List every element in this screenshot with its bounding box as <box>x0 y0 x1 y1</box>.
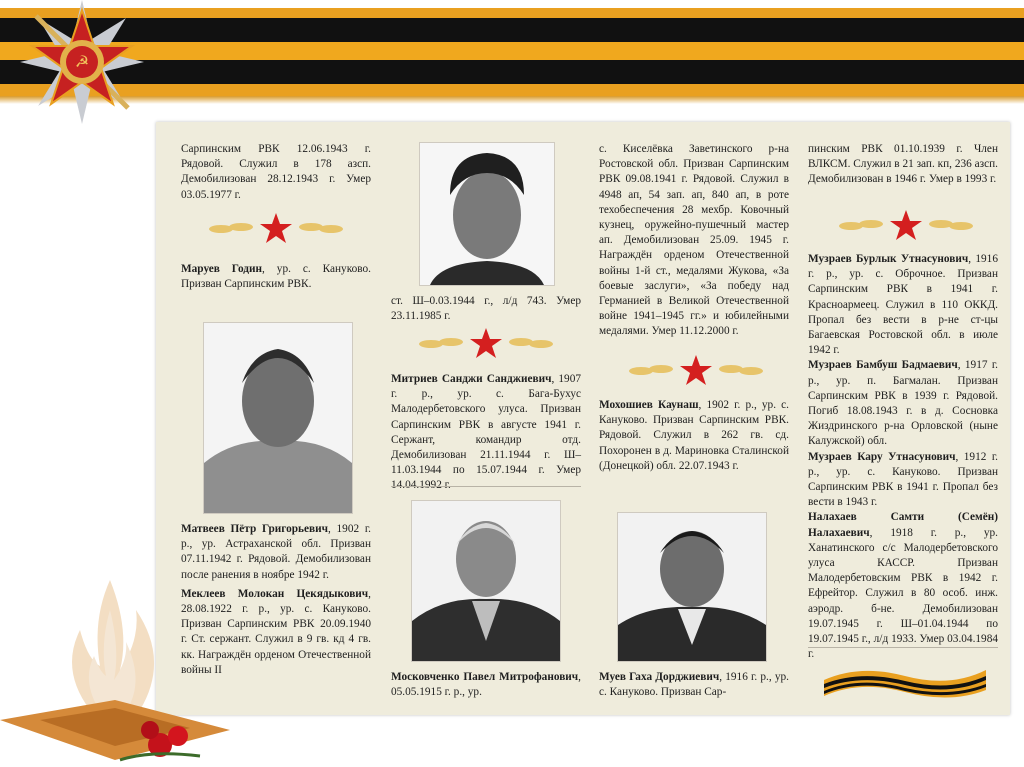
star-laurel-divider-icon <box>411 327 561 361</box>
entry-continuation: ст. Ш–0.03.1944 г., л/д 743. Умер 23.11.1985 г. <box>391 295 581 323</box>
person-name: Музраев Кару Утнасунович <box>808 450 956 463</box>
column-4 <box>808 142 998 188</box>
entry-continuation: Сарпинским РВК 12.06.1943 г. Рядовой. Служил в 178 азсп. Демобилизован 28.12.1943 г. Умер 03.05.1977 г. <box>181 143 371 201</box>
column-3b <box>599 398 789 474</box>
person-name: Налахаев Самти (Семён) Налахаевич <box>808 511 998 539</box>
portrait-photo-muev <box>617 512 767 662</box>
entry-text: , 1916 г. р., ур. с. Оброчное. Призван Сарпинским РВК в 1941 г. Красноармеец. Служил в 110 ОККД. Пропал без вести в р-не ст-цы Багаевская Ростовской обл. в июле 1942 г. <box>808 253 998 357</box>
person-name: Муев Гаха Дорджиевич <box>599 671 720 683</box>
person-name: Мохошиев Каунаш <box>599 399 699 411</box>
portrait-photo-moskovchenko <box>411 500 561 662</box>
person-name: Митриев Санджи Санджиевич <box>391 373 552 385</box>
entry-text: , 1916 г. р., ур. с. Кануково. Призван Сар- <box>599 671 789 699</box>
entry-moskovchenko <box>391 670 581 700</box>
entry-text: , 1907 г. р., ур. с. Бага-Бухус Малодербетовского улуса. Призван Сарпинским РВК в августе 1941 г. Сержант, командир отд. Демобилизован 21.11.1944 г. Ш–11.03.1944 по 15.07.1944 г. Умер <box>391 373 581 477</box>
person-name: Матвеев Пётр Григорьевич <box>181 523 328 535</box>
ribbon-stripe <box>0 18 1024 42</box>
memorial-book-page <box>156 122 1010 715</box>
entry-nalakhaev <box>808 510 998 662</box>
entry-text: , 1918 г. р., ур. Ханатинского с/с Малодербетовского улуса КАССР. Призван Малодербетовским РВК в 1942 г. Ефрейтор. Служил в 80 особ. инж. аэродр. б-не. Демобилизован 19.07.1945 г. Ш–01.04.1944 по 19.07.1945 г., л/д 1933. Умер 03.04.1984 г. <box>808 526 998 661</box>
person-name: Меклеев Молокан Цекядыкович <box>181 587 369 600</box>
column-1b <box>181 262 371 292</box>
entry-continuation: с. Киселёвка Заветинского р-на Ростовской обл. Призван Сарпинским РВК 09.08.1941 г. Рядовой. Служил в 4948 ап, 54 зап. ап, 840 ап, в роте техобеспечения 28 мехбр. Ковочный кузнец, оружейно-пушечный мастер ап. Демобилизован 25.09. 1945 г. Награждён орденом Отечественной войны 1-й ст., медалями Жукова, «За боевые заслуги», «За победу над Германией в Великой Отечественной войне 1941–1945 гг.» и юбилейными медалями. Умер 11.12.2000 г. <box>599 143 789 338</box>
st-george-ribbon-banner <box>0 8 1024 104</box>
portrait-photo-young-man <box>419 142 555 286</box>
entry-text: , 1917 г. р., ур. п. Багмалан. Призван Сарпинским РВК в 1939 г. Рядовой. Погиб 18.08.1943 г. в д. Сосновка Жиздринского р-на Орловской (ныне Калужской) обл. <box>808 359 998 448</box>
eternal-flame-icon <box>0 560 230 767</box>
star-laurel-divider-icon <box>621 354 771 388</box>
st-george-ribbon-icon <box>820 660 990 700</box>
ribbon-stripe <box>0 84 1024 96</box>
star-laurel-divider-icon <box>201 212 351 246</box>
ribbon-stripe <box>0 60 1024 84</box>
ribbon-stripe <box>0 42 1024 60</box>
entry-muzraev-karu <box>808 450 998 511</box>
column-4b <box>808 252 998 662</box>
ribbon-stripe <box>0 8 1024 18</box>
column-1 <box>181 142 371 203</box>
ribbon-stripe <box>0 96 1024 104</box>
portrait-photo-matveev <box>203 322 353 514</box>
section-divider-line <box>808 647 998 648</box>
person-name: Маруев Годин <box>181 263 263 275</box>
section-divider-line <box>391 486 581 487</box>
svg-text:☭: ☭ <box>74 52 90 71</box>
column-3 <box>599 142 789 340</box>
entry-text: , 1902 г. р., ур. с. Кануково. Призван Сарпинским РВК. Рядовой. Служил в 262 гв. сд. Похоронен в д. Мариновка Сталинской (Донецкой) обл. 22.07.1943 г. <box>599 399 789 472</box>
column-3c <box>599 670 789 700</box>
entry-mokhoshiev <box>599 398 789 474</box>
entry-text: , ур. с. Кануково. Призван Сарпинским РВК. <box>181 263 371 291</box>
person-name: Музраев Бамбуш Бадмаевич <box>808 359 958 372</box>
column-2b <box>391 372 581 494</box>
star-laurel-divider-icon <box>831 209 981 243</box>
entry-text: , 05.05.1915 г. р., ур. <box>391 671 581 699</box>
entry-text: , 28.08.1922 г. р., ур. с. Кануково. Призван Сарпинским РВК 20.09.1940 г. Ст. сержант. Служил в 9 гв. кд 4 гв. кк. Награждён орденом Отечественной войны II <box>181 587 371 676</box>
entry-continuation: пинским РВК 01.10.1939 г. Член ВЛКСМ. Служил в 21 зап. кп, 236 азсп. Демобилизован в 1946 г. Умер в 1993 г. <box>808 143 998 186</box>
person-name: Московченко Павел Митрофанович <box>391 671 579 683</box>
entry-text: , 1902 г. р., ур. Астраханской обл. Призван 07.11.1942 г. Рядовой. Демобилизован после ранения в ноябре 1942 г. <box>181 523 372 581</box>
entry-muzraev-bambush <box>808 358 998 449</box>
column-2c <box>391 670 581 700</box>
entry-text: , 1912 г. р., ур. с. Кануково. Призван Сарпинским РВК в 1941 г. Пропал без вести в 1943 г. <box>808 450 998 509</box>
order-badge-icon <box>16 0 148 132</box>
person-name: Музраев Бурлык Утнасунович <box>808 253 969 265</box>
entry-muzraev-burlyk <box>808 252 998 358</box>
column-2 <box>391 294 581 324</box>
entry-mitriev <box>391 372 581 494</box>
entry-maruev <box>181 262 371 292</box>
entry-muev <box>599 670 789 700</box>
